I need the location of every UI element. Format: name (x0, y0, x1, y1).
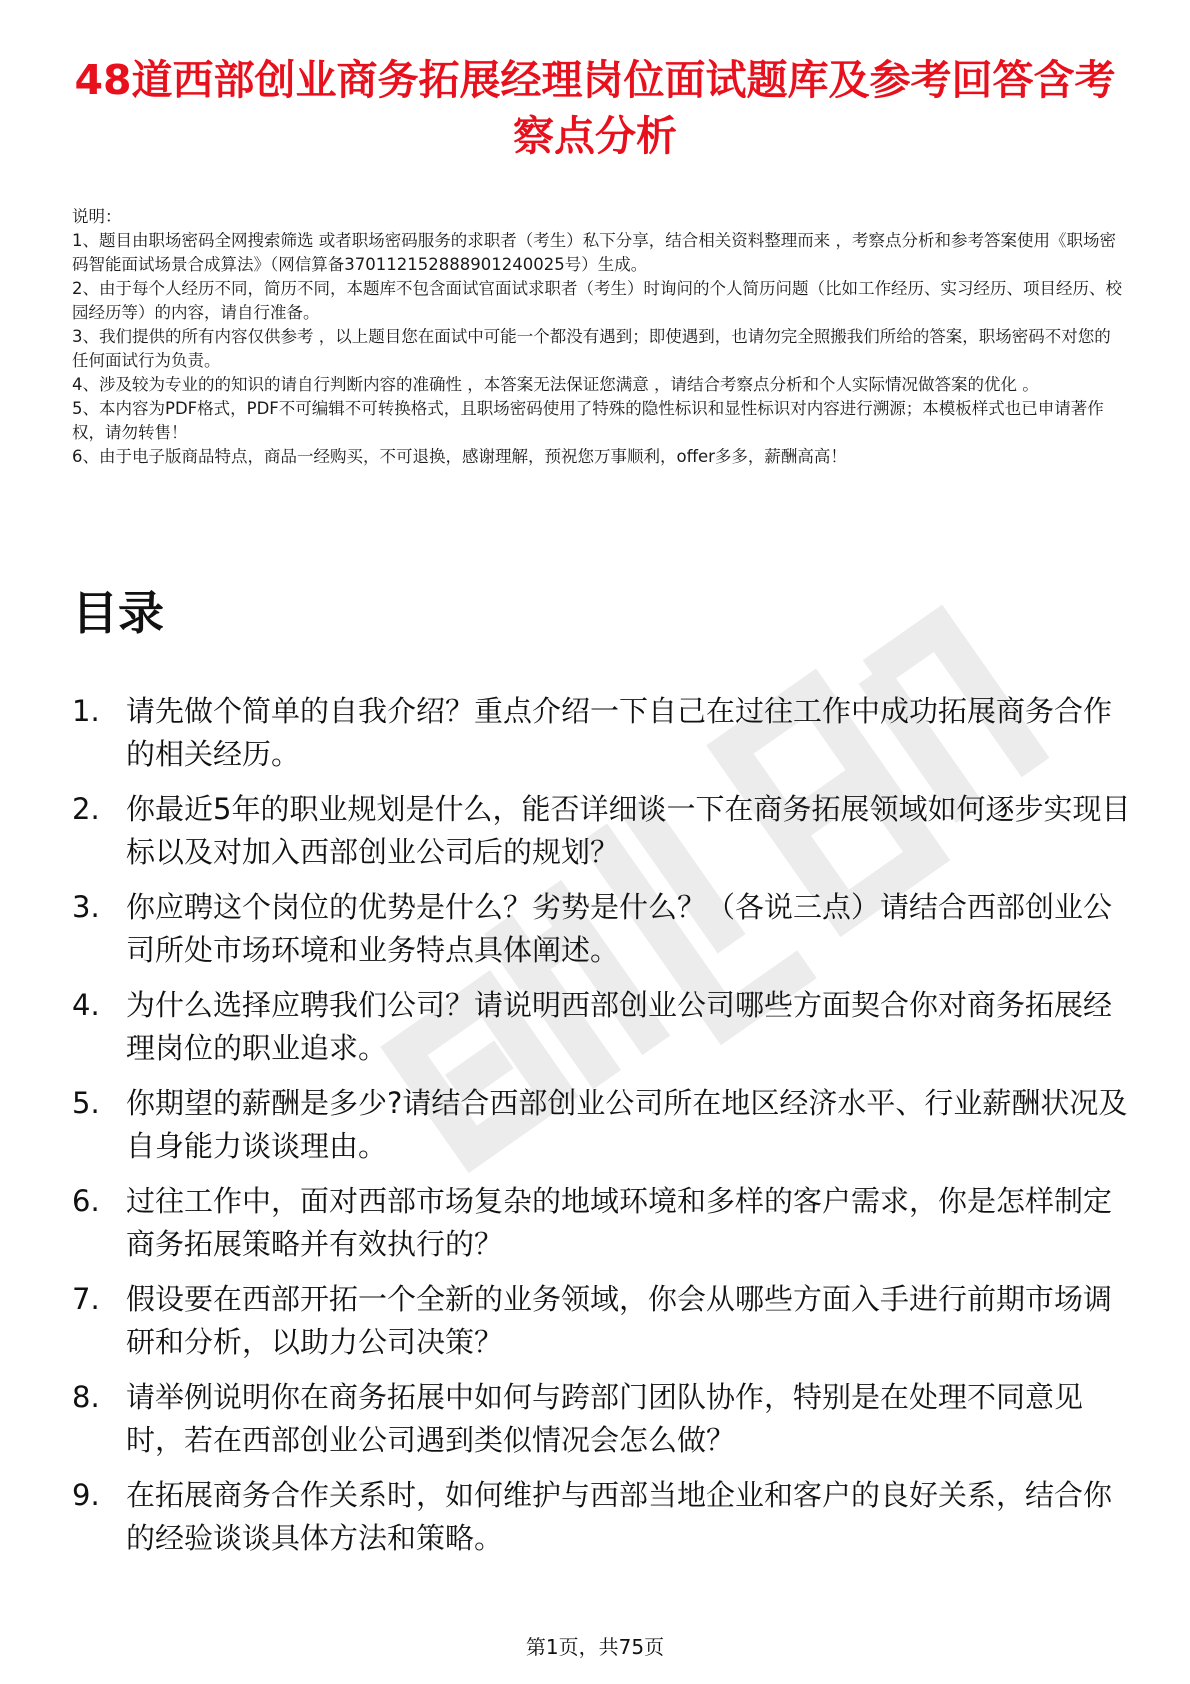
question-item[interactable] (72, 1474, 1132, 1560)
question-text: 请举例说明你在商务拓展中如何与跨部门团队协作，特别是在处理不同意见时，若在西部创业公司遇到类似情况会怎么做？ (126, 1380, 1084, 1457)
note-item: 6、由于电子版商品特点，商品一经购买，不可退换，感谢理解，预祝您万事顺利，offer多多，薪酬高高！ (72, 447, 847, 466)
question-item[interactable] (72, 690, 1132, 776)
note-item: 2、由于每个人经历不同，简历不同，本题库不包含面试官面试求职者（考生）时询问的个人简历问题（比如工作经历、实习经历、项目经历、校园经历等）的内容，请自行准备。 (72, 279, 1122, 322)
page-footer: 第1页，共75页 (525, 1635, 665, 1659)
question-text: 为什么选择应聘我们公司？请说明西部创业公司哪些方面契合你对商务拓展经理岗位的职业追求。 (126, 988, 1113, 1065)
question-item[interactable] (72, 1180, 1132, 1266)
question-number: 5. (72, 1086, 100, 1120)
toc-heading: 目录 (72, 586, 164, 640)
question-text: 你应聘这个岗位的优势是什么？劣势是什么？（各说三点）请结合西部创业公司所处市场环境和业务特点具体阐述。 (126, 890, 1113, 967)
question-text: 过往工作中，面对西部市场复杂的地域环境和多样的客户需求，你是怎样制定商务拓展策略并有效执行的？ (126, 1184, 1113, 1261)
question-number: 2. (72, 792, 100, 826)
question-text: 请先做个简单的自我介绍？重点介绍一下自己在过往工作中成功拓展商务合作的相关经历。 (126, 694, 1113, 771)
question-item[interactable] (72, 1082, 1132, 1168)
notes-section (72, 205, 1122, 469)
note-item: 1、题目由职场密码全网搜索筛选 或者职场密码服务的求职者（考生）私下分享，结合相关资料整理而来 ，考察点分析和参考答案使用《职场密码智能面试场景合成算法》（网信算备370112152888901240025号）生成。 (72, 231, 1116, 274)
question-text: 在拓展商务合作关系时，如何维护与西部当地企业和客户的良好关系，结合你的经验谈谈具体方法和策略。 (126, 1478, 1113, 1555)
document-title: 48道西部创业商务拓展经理岗位面试题库及参考回答含考察点分析 (74, 56, 1116, 160)
question-text: 你期望的薪酬是多少?请结合西部创业公司所在地区经济水平、行业薪酬状况及自身能力谈谈理由。 (126, 1086, 1128, 1163)
question-text: 你最近5年的职业规划是什么，能否详细谈一下在商务拓展领域如何逐步实现目标以及对加入西部创业公司后的规划？ (126, 792, 1131, 869)
notes-heading: 说明： (72, 207, 122, 226)
question-number: 4. (72, 988, 100, 1022)
question-item[interactable] (72, 1278, 1132, 1364)
question-item[interactable] (72, 886, 1132, 972)
question-item[interactable] (72, 984, 1132, 1070)
note-item: 5、本内容为PDF格式，PDF不可编辑不可转换格式，且职场密码使用了特殊的隐性标识和显性标识对内容进行溯源；本模板样式也已申请著作权，请勿转售！ (72, 399, 1104, 442)
question-number: 8. (72, 1380, 100, 1414)
question-list (72, 690, 1132, 1572)
question-number: 1. (72, 694, 100, 728)
question-number: 3. (72, 890, 100, 924)
question-text: 假设要在西部开拓一个全新的业务领域，你会从哪些方面入手进行前期市场调研和分析，以助力公司决策？ (126, 1282, 1113, 1359)
note-item: 3、我们提供的所有内容仅供参考 ，以上题目您在面试中可能一个都没有遇到；即使遇到，也请勿完全照搬我们所给的答案，职场密码不对您的任何面试行为负责。 (72, 327, 1111, 370)
note-item: 4、涉及较为专业的的知识的请自行判断内容的准确性 ，本答案无法保证您满意 ，请结合考察点分析和个人实际情况做答案的优化 。 (72, 375, 1039, 394)
question-number: 9. (72, 1478, 100, 1512)
question-number: 7. (72, 1282, 100, 1316)
question-item[interactable] (72, 1376, 1132, 1462)
question-item[interactable] (72, 788, 1132, 874)
question-number: 6. (72, 1184, 100, 1218)
